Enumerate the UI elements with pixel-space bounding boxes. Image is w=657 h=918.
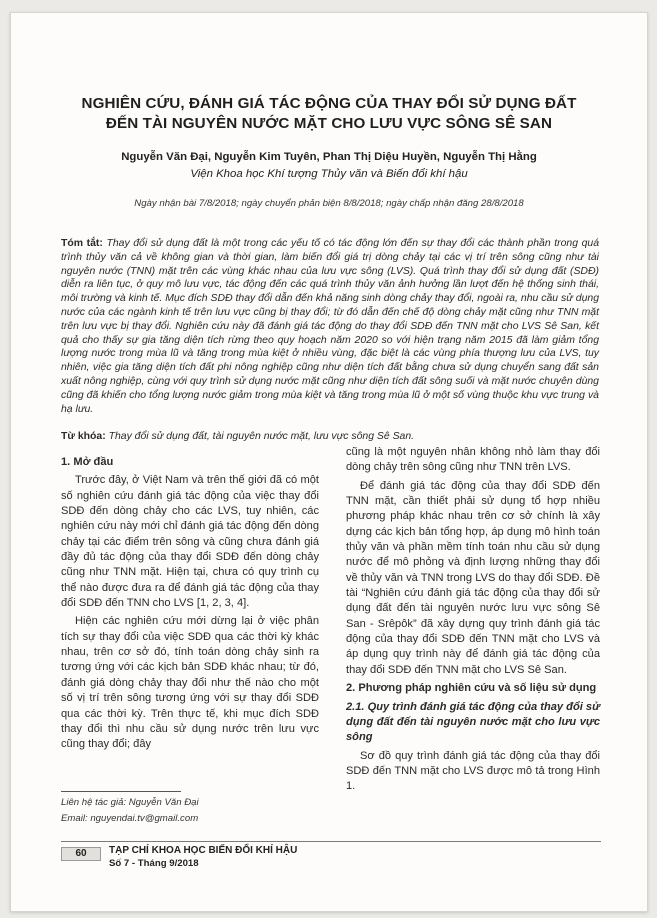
journal-issue: Số 7 - Tháng 9/2018 bbox=[109, 858, 199, 869]
abstract-text: Thay đổi sử dụng đất là một trong các yếu tố có tác động lớn đến sự thay đổi các thành phần trong quá trình thủy văn cả về không gian và thời gian, làm biến đổi giá trị dòng chảy tại các vị trí trên sông cũng như tài nguyên nước (TNN) mặt trên các vùng khác nhau của lưu vực sông (LVS). Quá trình thay đổi sử dụng đất (SDĐ) diễn ra liên tục, ở quy mô lưu vực, tác động đến các quá trình thủy văn ảnh hưởng lần lượt đến hệ thống sinh thái, môi trường và kinh tế. Mục đích SDĐ thay đổi dẫn đến khả năng sinh dòng chảy thay đổi, ngoài ra, nhu cầu sử dụng nước của các ngành kinh tế trên lưu vực cũng bị thay đổi; từ đó dẫn đến chế độ dòng chảy mặt cũng như TNN mặt trên lưu vực bị thay đổi. Nghiên cứu này đã đánh giá tác động do thay đổi SDĐ đến TNN mặt cho LVS Sê San, kết quả cho thấy sự gia tăng diện tích rừng theo quy hoạch năm 2020 so với hiện trạng năm 2015 đã làm giảm tổng lượng nước trong mùa lũ và tăng trong mùa kiệt ở nhiều vùng, đặc biệt là các vùng phía thượng lưu của LVS, tuy nhiên, việc gia tăng diện tích đất phi nông nghiệp cũng như diện tích đất bằng chưa sử dụng chuyển sang đất sản xuất nông nghiệp, cùng với quy trình sử dụng nước mặt cũng như diện tích đất sông suối và mặt nước chuyên dùng cũng đã khiến cho tổng lượng nước giảm trong mùa kiệt và tăng trong mùa lũ ở một số vùng thuộc khu vực trung và hạ lưu. bbox=[61, 238, 599, 415]
page-number: 60 bbox=[61, 847, 101, 861]
journal-name: TẠP CHÍ KHOA HỌC BIẾN ĐỔI KHÍ HẬU bbox=[109, 845, 298, 856]
paper-title-line-1: NGHIÊN CỨU, ĐÁNH GIÁ TÁC ĐỘNG CỦA THAY ĐỔI SỬ DỤNG ĐẤT bbox=[81, 95, 577, 112]
left-column bbox=[61, 455, 319, 756]
methods-paragraph-1: Sơ đồ quy trình đánh giá tác động của thay đổi SDĐ đến TNN mặt cho LVS được mô tả trong Hình 1. bbox=[346, 749, 600, 793]
paper-page bbox=[10, 12, 648, 912]
footnote-email: Email: nguyendai.tv@gmail.com bbox=[61, 813, 199, 824]
intro-continuation: cũng là một nguyên nhân không nhỏ làm thay đổi dòng chảy trên sông cũng như TNN trên LVS. bbox=[346, 446, 600, 474]
abstract-label: Tóm tắt: bbox=[61, 238, 103, 249]
abstract bbox=[61, 237, 599, 416]
keywords bbox=[61, 431, 599, 442]
submission-dates: Ngày nhận bài 7/8/2018; ngày chuyển phản biện 8/8/2018; ngày chấp nhận đăng 28/8/2018 bbox=[134, 198, 524, 209]
keywords-label: Từ khóa: bbox=[61, 431, 106, 442]
subsection-heading-2-1: 2.1. Quy trình đánh giá tác động của thay đổi sử dụng đất đến tài nguyên nước mặt cho lưu vực sông bbox=[346, 700, 600, 744]
intro-paragraph-3: Để đánh giá tác động của thay đổi SDĐ đến TNN mặt, cần thiết phải sử dụng tổ hợp nhiều phương pháp khác nhau trên cơ sở chính là xây dựng các kịch bản tổng hợp, áp dụng mô hình toán thủy văn và phần mềm tính toán nhu cầu sử dụng nước để mô phỏng và định lượng những thay đổi về thủy văn và TNN trong LVS do thay đổi SDĐ. Đề tài “Nghiên cứu đánh giá tác động của thay đổi sử dụng đất đến tài nguyên nước lưu vực sông Sê San - Srêpôk” đã xây dựng quy trình đánh giá tác động của thay đổi SDĐ đến TNN mặt cho LVS và áp dụng quy trình này để đánh giá tác động của thay đổi SDĐ đến TNN mặt cho LVS Sê San. bbox=[346, 479, 600, 676]
intro-paragraph-1: Trước đây, ở Việt Nam và trên thế giới đã có một số nghiên cứu đánh giá tác động của việc thay đổi SDĐ đến dòng chảy cho các LVS, tuy nhiên, các nghiên cứu này mới chỉ đánh giá tác động đến dòng chảy tại các điểm trên sông và cũng chưa đánh giá đầy đủ tác động của thay đổi SDĐ đến dòng chảy cũng như TNN mặt. Hiện tại, chưa có quy trình cụ thể nào được đưa ra để đánh giá tác động của thay đổi SDĐ đến TNN cho LVS [1, 2, 3, 4]. bbox=[61, 474, 319, 610]
footnote-contact: Liên hệ tác giả: Nguyễn Văn Đại bbox=[61, 797, 199, 808]
footer-divider bbox=[61, 841, 601, 842]
intro-paragraph-2: Hiện các nghiên cứu mới dừng lại ở việc phân tích sự thay đổi của việc SDĐ qua các thời kỳ khác nhau, trên cơ sở đó, tính toán dòng chảy sinh ra tương ứng với các kịch bản SDĐ khác nhau; từ đó, đánh giá dòng chảy thay đổi như thế nào cho một số vị trí trên sông tương ứng với sự thay đổi SDĐ qua các thời kỳ. Trên thực tế, khi mục đích SDĐ thay đổi thì nhu cầu sử dụng nước trên lưu vực cũng thay đổi; đây bbox=[61, 615, 319, 751]
author-list: Nguyễn Văn Đại, Nguyễn Kim Tuyên, Phan Thị Diệu Huyền, Nguyễn Thị Hằng bbox=[121, 151, 537, 163]
section-heading-introduction: 1. Mở đầu bbox=[61, 456, 114, 468]
keywords-text: Thay đổi sử dụng đất, tài nguyên nước mặt, lưu vực sông Sê San. bbox=[108, 431, 415, 442]
right-column bbox=[346, 445, 600, 798]
section-heading-methods: 2. Phương pháp nghiên cứu và số liệu sử dụng bbox=[346, 682, 597, 695]
paper-title-line-2: ĐẾN TÀI NGUYÊN NƯỚC MẶT CHO LƯU VỰC SÔNG SÊ SAN bbox=[105, 115, 553, 132]
footnote-divider bbox=[61, 791, 181, 792]
corresponding-author-footnote bbox=[61, 795, 319, 827]
author-affiliation: Viện Khoa học Khí tượng Thủy văn và Biến đổi khí hậu bbox=[190, 168, 468, 180]
